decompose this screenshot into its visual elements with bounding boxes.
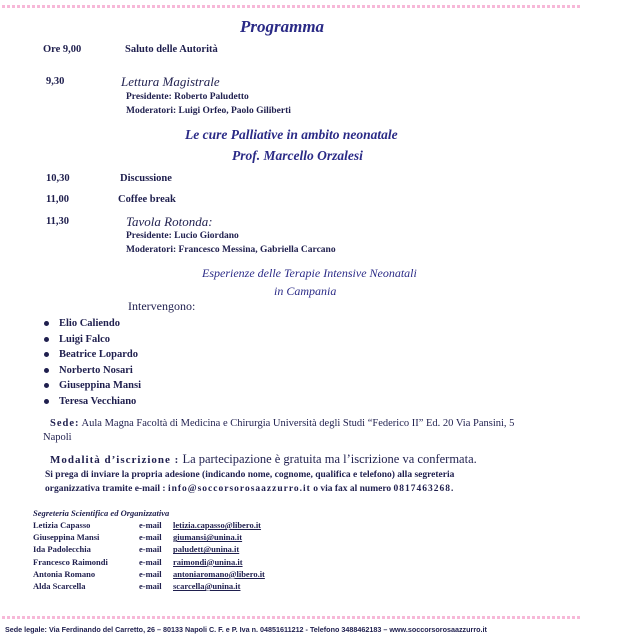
venue-label: Sede: <box>50 418 80 429</box>
bullet-icon <box>44 368 49 373</box>
email-link[interactable]: scarcella@unina.it <box>173 581 241 592</box>
venue-city: Napoli <box>43 432 72 443</box>
bullet-icon <box>44 383 49 388</box>
email-link[interactable]: letizia.capasso@libero.it <box>173 520 262 531</box>
bullet-icon <box>44 399 49 404</box>
schedule-time-1: Ore 9,00 <box>43 44 82 55</box>
registration-fax: 0817463268. <box>393 484 455 494</box>
speaker-item: Giuseppina Mansi <box>44 378 141 394</box>
schedule-item-2: Lettura Magistrale <box>121 74 220 89</box>
table-row: Alda Scarcella e-mail scarcella@unina.it <box>33 581 241 592</box>
experience-line-1: Esperienze delle Terapie Intensive Neonatali <box>202 266 417 280</box>
schedule-time-4: 11,00 <box>46 194 70 205</box>
bullet-icon <box>44 352 49 357</box>
registration-email[interactable]: info@soccorsorosaazzurro.it <box>167 484 311 494</box>
speaker-item: Elio Caliendo <box>44 316 141 332</box>
speakers-heading: Intervengono: <box>128 299 196 313</box>
registration-text: La partecipazione è gratuita ma l’iscrizione va confermata. <box>182 452 477 466</box>
email-link[interactable]: raimondi@unina.it <box>173 556 243 567</box>
bottom-divider <box>2 616 580 619</box>
table-row: Antonia Romano e-mail antoniaromano@libero.it <box>33 568 265 579</box>
registration-line <box>50 452 477 467</box>
top-divider <box>2 5 580 8</box>
secretariat-table <box>33 519 265 592</box>
email-link[interactable]: paludett@unina.it <box>173 544 240 555</box>
schedule-item-3: Discussione <box>120 173 172 184</box>
footer-text: Sede legale: Via Ferdinando del Carretto, 26 – 80133 Napoli C. F. e P. Iva n. 04851611212 - Telefono 3488462183 – www.soccorsorosaazzurro.it <box>5 625 487 634</box>
schedule-item-5: Tavola Rotonda: <box>126 214 213 229</box>
email-link[interactable]: antoniaromano@libero.it <box>173 568 265 579</box>
schedule-time-3: 10,30 <box>46 173 70 184</box>
table-row: Giuseppina Mansi e-mail giumansi@unina.it <box>33 532 243 543</box>
email-link[interactable]: giumansi@unina.it <box>173 532 243 543</box>
table-row: Francesco Raimondi e-mail raimondi@unina.it <box>33 556 243 567</box>
registration-instructions: Si prega di inviare la propria adesione (indicando nome, cognome, qualifica e telefono) alla segreteria <box>45 470 455 480</box>
schedule-time-2: 9,30 <box>46 76 65 87</box>
schedule-time-5: 11,30 <box>46 216 70 227</box>
bullet-icon <box>44 337 49 342</box>
venue-line <box>50 418 514 429</box>
registration-label: Modalità d’iscrizione : <box>50 454 180 466</box>
schedule-item-1: Saluto delle Autorità <box>125 44 218 55</box>
table-row: Letizia Capasso e-mail letizia.capasso@libero.it <box>33 520 262 531</box>
lecture-speaker: Prof. Marcello Orzalesi <box>232 148 363 163</box>
registration-contact: organizzativa tramite e-mail : info@soccorsorosaazzurro.it o via fax al numero 0817463268. <box>45 484 455 494</box>
president-1: Presidente: Roberto Paludetto <box>126 92 249 102</box>
schedule-item-4: Coffee break <box>118 194 176 205</box>
speaker-item: Norberto Nosari <box>44 363 141 379</box>
page-title: Programma <box>240 17 325 36</box>
president-2: Presidente: Lucio Giordano <box>126 231 239 241</box>
moderators-2: Moderatori: Francesco Messina, Gabriella Carcano <box>126 245 336 255</box>
table-row: Ida Padolecchia e-mail paludett@unina.it <box>33 544 240 555</box>
speaker-item: Teresa Vecchiano <box>44 394 141 410</box>
venue-text: Aula Magna Facoltà di Medicina e Chirurgia Università degli Studi “Federico II” Ed. 20 Via Pansini, 5 <box>81 418 515 429</box>
secretariat-title: Segreteria Scientifica ed Organizzativa <box>33 508 170 518</box>
speaker-item: Luigi Falco <box>44 332 141 348</box>
bullet-icon <box>44 321 49 326</box>
moderators-1: Moderatori: Luigi Orfeo, Paolo Giliberti <box>126 106 291 116</box>
lecture-title: Le cure Palliative in ambito neonatale <box>185 127 398 142</box>
speakers-list <box>44 316 141 409</box>
speaker-item: Beatrice Lopardo <box>44 347 141 363</box>
experience-line-2: in Campania <box>274 284 337 298</box>
